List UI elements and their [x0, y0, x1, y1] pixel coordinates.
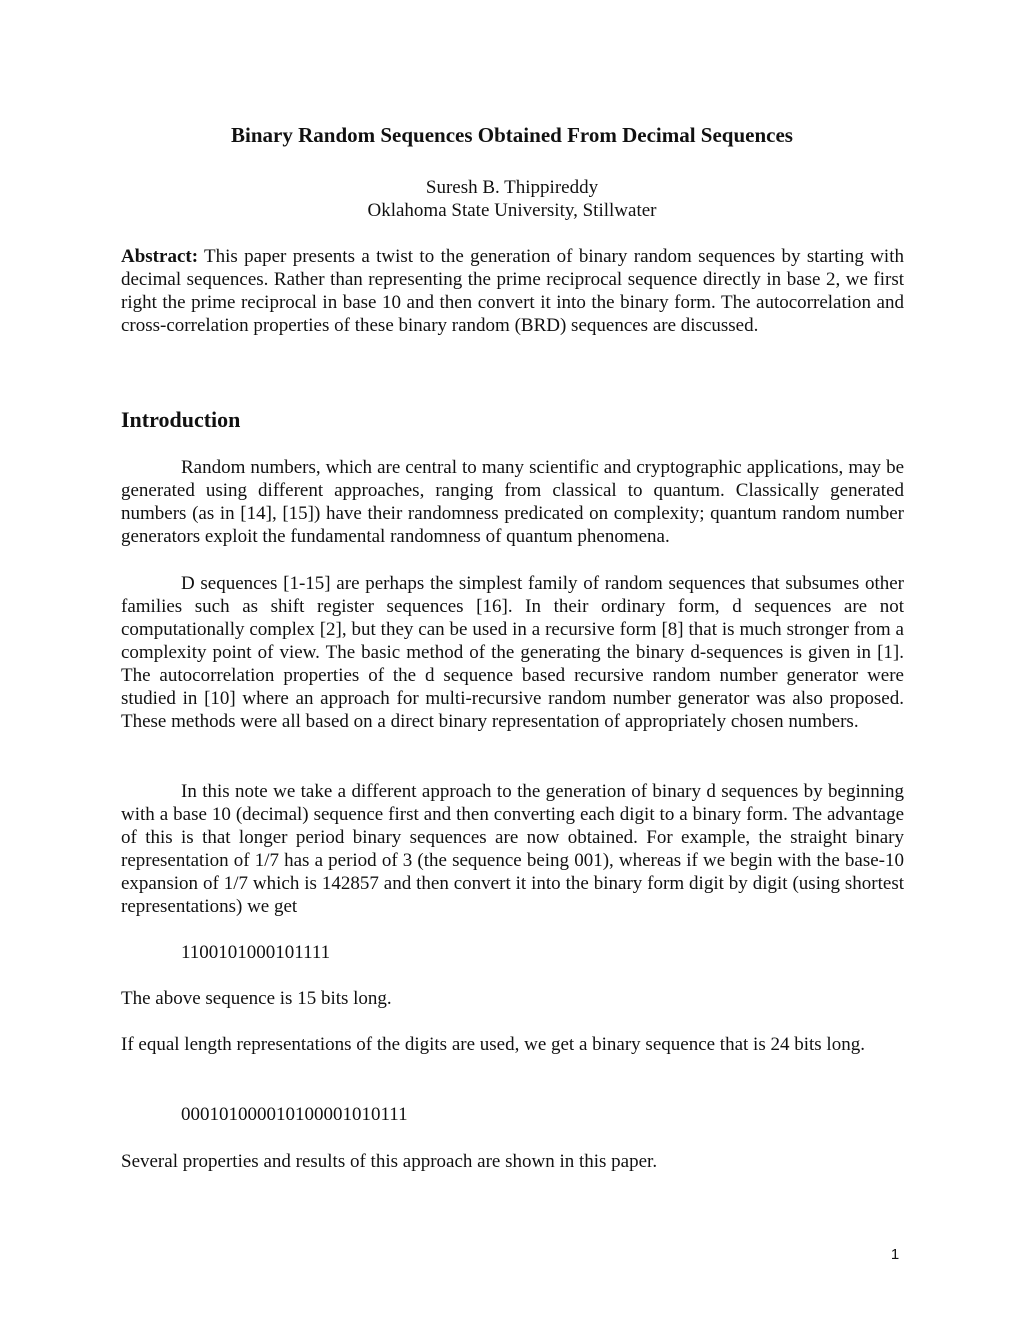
binary-sequence-long: 000101000010100001010111 — [181, 1104, 408, 1125]
paragraph: If equal length representations of the digits are used, we get a binary sequence that is 24 bits long. — [121, 1034, 865, 1055]
binary-sequence-short: 1100101000101111 — [181, 942, 331, 963]
page-number: 1 — [890, 1246, 900, 1263]
paragraph: Random numbers, which are central to many scientific and cryptographic applications, may be generated using different approaches, ranging from classical to quantum. Classically generated numbers (as in [14], [15]) have their randomness predicated on complexity; quantum random number generators exploit the fundamental randomness of quantum phenomena. — [121, 457, 904, 547]
section-heading-introduction: Introduction — [121, 407, 241, 432]
abstract-text: This paper presents a twist to the generation of binary random sequences by starting with decimal sequences. Rather than representing the prime reciprocal sequence directly in base 2, we first right the prime reciprocal in base 10 and then convert it into the binary form. The autocorrelation and cross-correlation properties of these binary random (BRD) sequences are discussed. — [121, 246, 904, 336]
paragraph: Several properties and results of this approach are shown in this paper. — [121, 1151, 658, 1172]
author-affiliation: Oklahoma State University, Stillwater — [367, 200, 657, 221]
paragraph: In this note we take a different approach to the generation of binary d sequences by beginning with a base 10 (decimal) sequence first and then converting each digit to a binary form. The advantage of this is that longer period binary sequences are now obtained. For example, the straight binary representation of 1/7 has a period of 3 (the sequence being 001), whereas if we begin with the base-10 expansion of 1/7 which is 142857 and then convert it into the binary form digit by digit (using shortest representations) we get — [121, 781, 904, 917]
paragraph: The above sequence is 15 bits long. — [121, 988, 392, 1009]
author-name: Suresh B. Thippireddy — [425, 177, 599, 198]
abstract — [121, 245, 904, 337]
paper-title: Binary Random Sequences Obtained From Decimal Sequences — [231, 123, 793, 147]
paragraph: D sequences [1-15] are perhaps the simplest family of random sequences that subsumes other families such as shift register sequences [16]. In their ordinary form, d sequences are not computationally complex [2], but they can be used in a recursive form [8] that is much stronger from a complexity point of view. The basic method of the generating the binary d-sequences is given in [1]. The autocorrelation properties of the d sequence based recursive random number generator were studied in [10] where an approach for multi-recursive random number generator was also proposed. These methods were all based on a direct binary representation of appropriately chosen numbers. — [121, 573, 904, 732]
abstract-label: Abstract: — [121, 246, 199, 267]
